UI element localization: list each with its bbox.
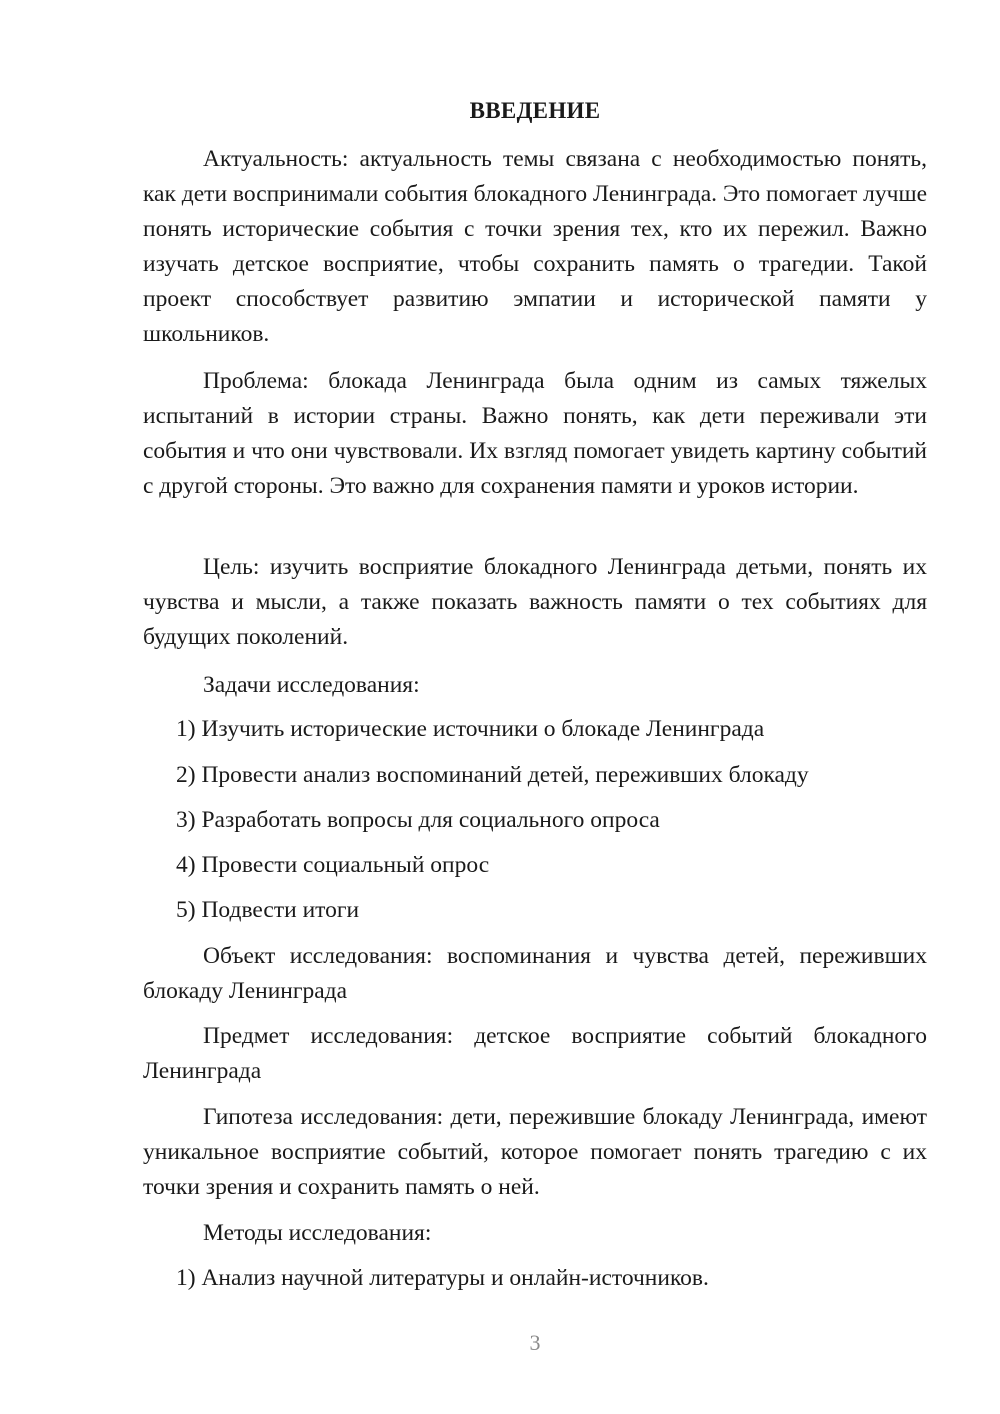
section-heading: ВВЕДЕНИЕ (469, 98, 601, 123)
task-item: 1) Изучить исторические источники о блокаде Ленинграда (176, 716, 765, 742)
paragraph-goal: Цель: изучить восприятие блокадного Ленинграда детьми, понять их чувства и мысли, а также показать важность памяти о тех событиях для будущих поколений. (143, 554, 927, 650)
task-item: 4) Провести социальный опрос (176, 852, 490, 878)
task-item: 3) Разработать вопросы для социального опроса (176, 807, 660, 833)
tasks-title: Задачи исследования: (203, 672, 420, 698)
page-number: 3 (529, 1330, 541, 1355)
paragraph-object: Объект исследования: воспоминания и чувства детей, переживших блокаду Ленинграда (143, 943, 927, 1004)
paragraph-subject: Предмет исследования: детское восприятие событий блокадного Ленинграда (143, 1023, 927, 1084)
paragraph-hypothesis: Гипотеза исследования: дети, пережившие блокаду Ленинграда, имеют уникальное восприятие событий, которое помогает понять трагедию с их точки зрения и сохранить память о ней. (143, 1104, 927, 1200)
paragraph-relevance: Актуальность: актуальность темы связана с необходимостью понять, как дети воспринимали события блокадного Ленинграда. Это помогает лучше понять исторические события с точки зрения тех, кто их пережил. Важно изучать детское восприятие, чтобы сохранить память о трагедии. Такой проект способствует развитию эмпатии и исторической памяти у школьников. (143, 146, 927, 347)
methods-title: Методы исследования: (203, 1220, 432, 1246)
method-item: 1) Анализ научной литературы и онлайн-источников. (176, 1265, 709, 1291)
task-item: 5) Подвести итоги (176, 897, 360, 923)
document-page (143, 0, 927, 1414)
task-item: 2) Провести анализ воспоминаний детей, переживших блокаду (176, 762, 809, 788)
paragraph-problem: Проблема: блокада Ленинграда была одним из самых тяжелых испытаний в истории страны. Важно понять, как дети переживали эти события и что они чувствовали. Их взгляд помогает увидеть картину событий с другой стороны. Это важно для сохранения памяти и уроков истории. (143, 368, 927, 499)
